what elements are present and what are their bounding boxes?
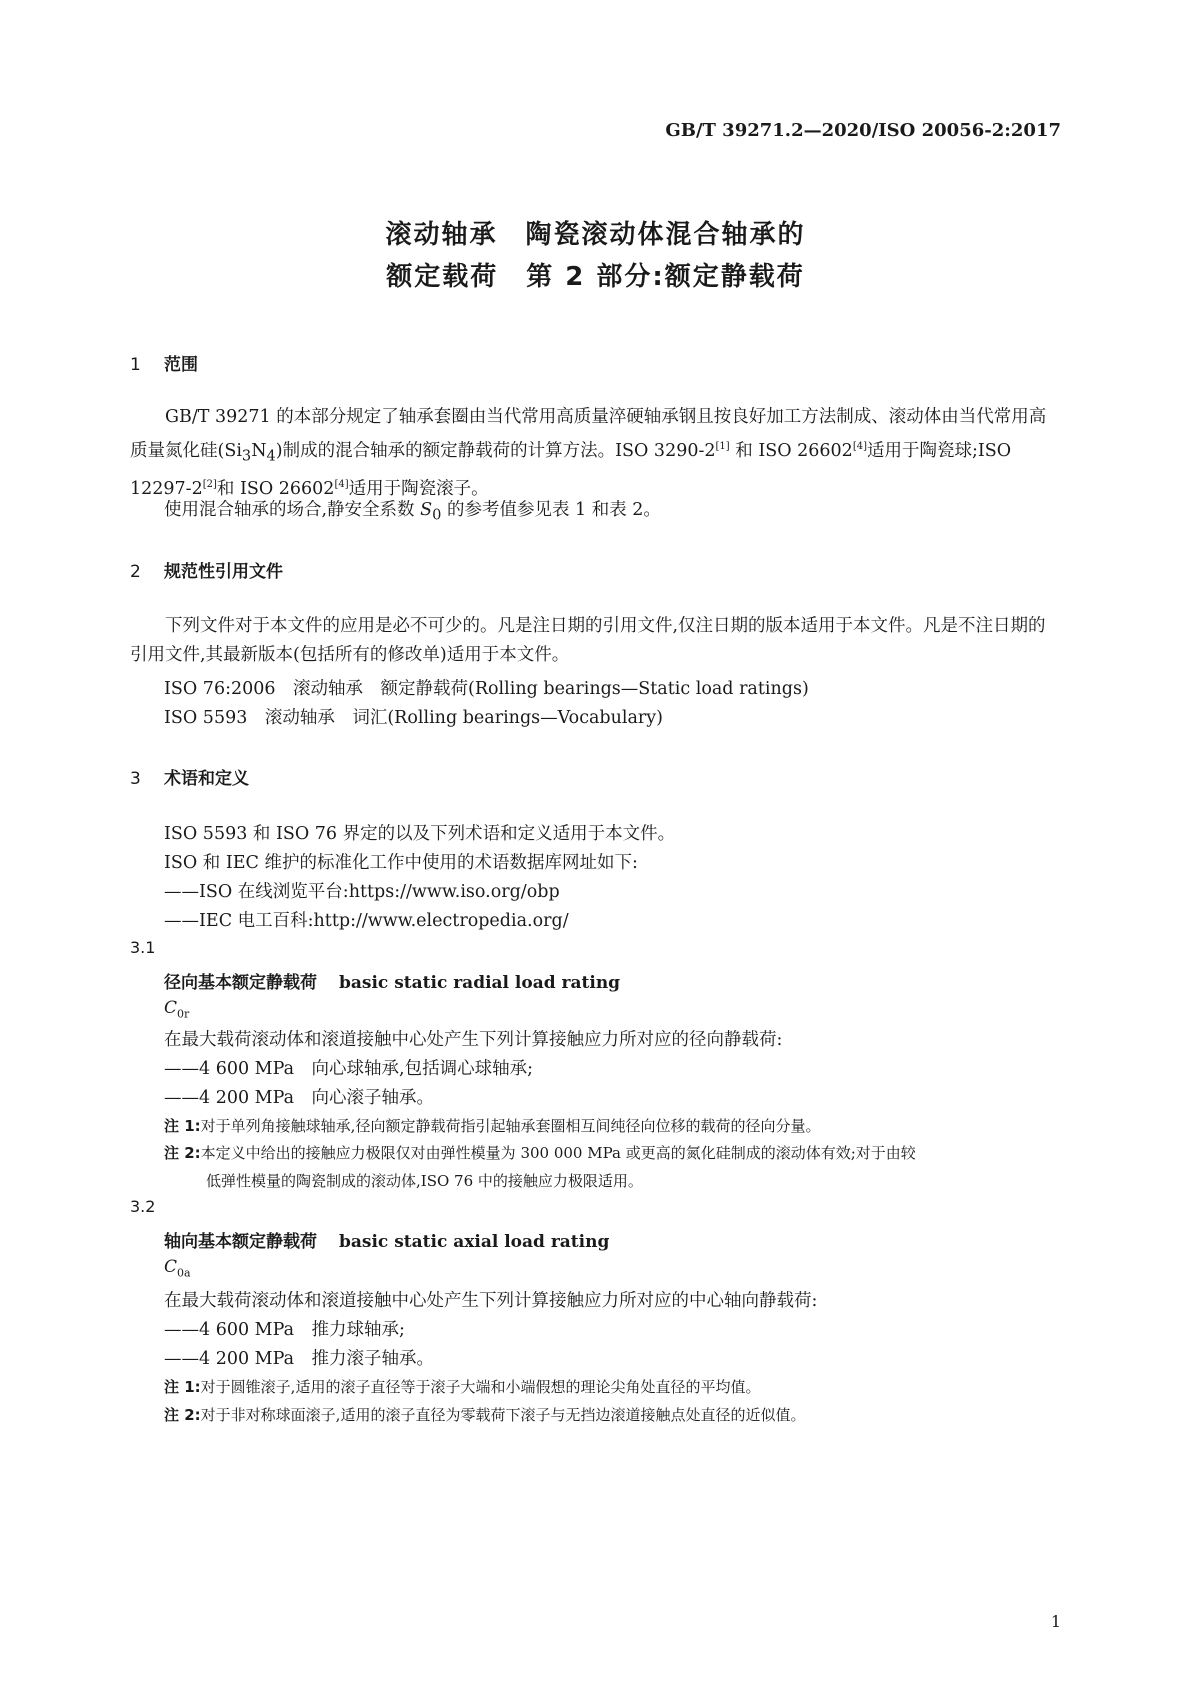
note-text: 对于圆锥滚子,适用的滚子直径等于滚子大端和小端假想的理论尖角处直径的平均值。 xyxy=(200,1378,761,1396)
term-3-1-note-2 xyxy=(164,1139,1064,1195)
term-3-1-heading xyxy=(164,968,620,993)
term-3-1-symbol xyxy=(164,998,189,1020)
symbol-s0: S xyxy=(420,500,433,520)
text-run: )制成的混合轴承的额定静载荷的计算方法。ISO 3290-2 xyxy=(275,440,716,461)
term-3-1-definition: 在最大载荷滚动体和滚道接触中心处产生下列计算接触应力所对应的径向静载荷: xyxy=(164,1030,783,1050)
section-number: 3 xyxy=(130,769,141,789)
symbol-letter: C xyxy=(164,1257,178,1277)
section-2-paragraph: 下列文件对于本文件的应用是必不可少的。凡是注日期的引用文件,仅注日期的版本适用于本文件。凡是不注日期的引用文件,其最新版本(包括所有的修改单)适用于本文件。 xyxy=(130,616,1046,665)
term-zh: 轴向基本额定静载荷 xyxy=(164,1232,317,1252)
iso-obp-link: ——ISO 在线浏览平台:https://www.iso.org/obp xyxy=(164,882,560,902)
section-number: 2 xyxy=(130,562,141,582)
text-run: 使用混合轴承的场合,静安全系数 xyxy=(164,500,421,520)
note-label: 注 1: xyxy=(164,1117,201,1135)
term-3-2-heading xyxy=(164,1227,609,1252)
note-text: 对于单列角接触球轴承,径向额定静载荷指引起轴承套圈相互间纯径向位移的载荷的径向分量。 xyxy=(200,1117,821,1135)
text-run: GB/T 39271 的本部分规定了轴承套圈由当代常用高质量淬硬轴承钢且按良好加工方法制成、滚动体由当代常用高质量氮化硅(Si xyxy=(130,407,1047,461)
document-title-line2: 额定载荷 第 2 部分:额定静载荷 xyxy=(386,262,805,292)
section-title: 术语和定义 xyxy=(164,769,249,789)
term-3-2-number: 3.2 xyxy=(130,1197,156,1216)
note-text: 低弹性模量的陶瓷制成的滚动体,ISO 76 中的接触应力极限适用。 xyxy=(206,1172,643,1190)
term-en: basic static radial load rating xyxy=(339,973,621,993)
note-label: 注 2: xyxy=(164,1144,201,1162)
section-title: 范围 xyxy=(164,355,198,375)
note-label: 注 2: xyxy=(164,1406,201,1424)
term-3-1-number: 3.1 xyxy=(130,938,156,957)
section-1-paragraph-2 xyxy=(164,496,661,524)
term-zh: 径向基本额定静载荷 xyxy=(164,973,317,993)
term-3-2-note-2 xyxy=(164,1401,1064,1429)
document-title-line1: 滚动轴承 陶瓷滚动体混合轴承的 xyxy=(385,220,806,250)
section-3-line-1: ISO 5593 和 ISO 76 界定的以及下列术语和定义适用于本文件。 xyxy=(164,824,676,844)
section-1-paragraph-1 xyxy=(130,403,1060,504)
text-run: 的参考值参见表 1 和表 2。 xyxy=(441,500,661,520)
section-1-heading xyxy=(130,350,198,375)
section-title: 规范性引用文件 xyxy=(164,562,283,582)
section-3-heading xyxy=(130,764,249,789)
term-3-1-item-1: ——4 600 MPa 向心球轴承,包括调心球轴承; xyxy=(164,1059,533,1079)
note-text: 本定义中给出的接触应力极限仅对由弹性模量为 300 000 MPa 或更高的氮化硅制成的滚动体有效;对于由较 xyxy=(200,1144,916,1162)
subscript: 0 xyxy=(432,506,442,524)
text-run: 和 ISO 26602 xyxy=(729,440,853,461)
term-3-2-note-1 xyxy=(164,1373,1064,1401)
page-number: 1 xyxy=(1050,1612,1061,1631)
section-2-heading xyxy=(130,557,283,582)
term-3-2-item-1: ——4 600 MPa 推力球轴承; xyxy=(164,1320,405,1340)
citation-ref: [4] xyxy=(334,479,349,491)
subscript: 4 xyxy=(266,447,276,465)
text-run: N xyxy=(251,440,267,461)
subscript: 3 xyxy=(241,447,252,465)
term-3-1-note-1 xyxy=(164,1112,1064,1140)
text-run: 和 ISO 26602 xyxy=(216,479,335,500)
symbol-letter: C xyxy=(164,998,178,1018)
citation-ref: [1] xyxy=(715,441,730,452)
subscript: 0r xyxy=(177,1007,190,1021)
term-3-2-definition: 在最大载荷滚动体和滚道接触中心处产生下列计算接触应力所对应的中心轴向静载荷: xyxy=(164,1291,818,1311)
citation-ref: [4] xyxy=(852,441,867,452)
citation-ref: [2] xyxy=(202,479,217,491)
normative-reference-1: ISO 76:2006 滚动轴承 额定静载荷(Rolling bearings—Static load ratings) xyxy=(164,679,809,699)
section-number: 1 xyxy=(130,355,141,375)
term-3-2-symbol xyxy=(164,1257,191,1279)
text-run: 适用于陶瓷球;ISO 12297-2 xyxy=(130,440,1012,500)
subscript: 0a xyxy=(177,1266,191,1280)
section-3-line-2: ISO 和 IEC 维护的标准化工作中使用的术语数据库网址如下: xyxy=(164,853,638,873)
term-3-2-item-2: ——4 200 MPa 推力滚子轴承。 xyxy=(164,1349,435,1369)
note-text: 对于非对称球面滚子,适用的滚子直径为零载荷下滚子与无挡边滚道接触点处直径的近似值。 xyxy=(200,1406,806,1424)
iec-electropedia-link: ——IEC 电工百科:http://www.electropedia.org/ xyxy=(164,911,569,931)
standard-number: GB/T 39271.2—2020/ISO 20056-2:2017 xyxy=(665,120,1061,141)
term-3-1-item-2: ——4 200 MPa 向心滚子轴承。 xyxy=(164,1088,435,1108)
text-run: 适用于陶瓷滚子。 xyxy=(348,479,489,500)
normative-reference-2: ISO 5593 滚动轴承 词汇(Rolling bearings—Vocabulary) xyxy=(164,708,664,728)
note-label: 注 1: xyxy=(164,1378,201,1396)
term-en: basic static axial load rating xyxy=(339,1232,610,1252)
